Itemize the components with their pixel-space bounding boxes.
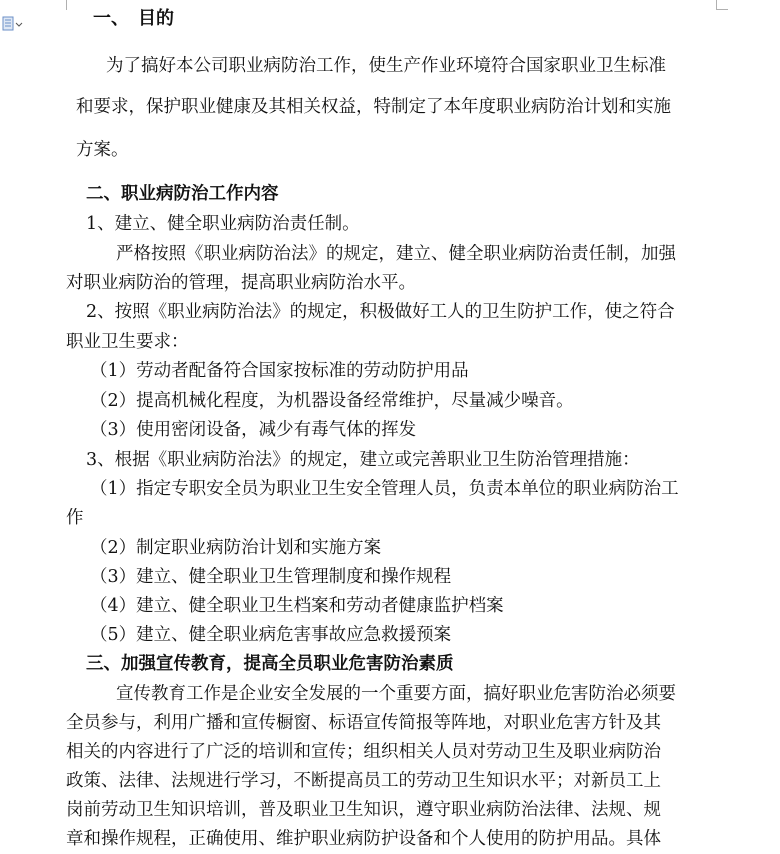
paragraph-line: 政策、法律、法规进行学习，不断提高员工的劳动卫生知识水平；对新员工上 [66, 771, 661, 791]
list-item: （2）制定职业病防治计划和实施方案 [90, 538, 382, 558]
list-item: 1、建立、健全职业病防治责任制。 [86, 214, 360, 234]
heading-section-two: 二、职业病防治工作内容 [86, 184, 279, 204]
paragraph-line: 严格按照《职业病防治法》的规定，建立、健全职业病防治责任制，加强 [116, 244, 676, 264]
list-item: （3）使用密闭设备，减少有毒气体的挥发 [90, 420, 417, 440]
paragraph-line: 为了搞好本公司职业病防治工作，使生产作业环境符合国家职业卫生标准 [106, 56, 666, 76]
heading-purpose: 一、 目的 [93, 8, 174, 29]
list-item: （1）指定专职安全员为职业卫生安全管理人员，负责本单位的职业病防治工 [90, 479, 679, 499]
paragraph-line: 和要求，保护职业健康及其相关权益，特制定了本年度职业病防治计划和实施 [76, 97, 671, 117]
paragraph-line: 对职业病防治的管理，提高职业病防治水平。 [66, 273, 416, 293]
paragraph-line: 方案。 [76, 140, 129, 160]
list-item: 3、根据《职业病防治法》的规定，建立或完善职业卫生防治管理措施： [86, 450, 640, 470]
paragraph-line: 宣传教育工作是企业安全发展的一个重要方面，搞好职业危害防治必须要 [116, 684, 676, 704]
paragraph-line: 全员参与，利用广播和宣传橱窗、标语宣传简报等阵地，对职业危害方针及其 [66, 713, 661, 733]
list-item: （5）建立、健全职业病危害事故应急救援预案 [90, 625, 452, 645]
paragraph-line: 岗前劳动卫生知识培训，普及职业卫生知识，遵守职业病防治法律、法规、规 [66, 800, 661, 820]
list-item: （1）劳动者配备符合国家按标准的劳动防护用品 [90, 361, 469, 381]
list-item: （2）提高机械化程度，为机器设备经常维护，尽量减少噪音。 [90, 391, 574, 411]
list-item: （4）建立、健全职业卫生档案和劳动者健康监护档案 [90, 596, 504, 616]
paragraph-line: 职业卫生要求： [66, 332, 189, 352]
heading-section-three: 三、加强宣传教育，提高全员职业危害防治素质 [86, 654, 454, 674]
list-item: 2、按照《职业病防治法》的规定，积极做好工人的卫生防护工作，使之符合 [86, 302, 675, 322]
list-item: （3）建立、健全职业卫生管理制度和操作规程 [90, 567, 452, 587]
paragraph-line: 作 [66, 508, 84, 528]
paragraph-line: 相关的内容进行了广泛的培训和宣传；组织相关人员对劳动卫生及职业病防治 [66, 742, 661, 762]
paragraph-line: 章和操作规程，正确使用、维护职业病防护设备和个人使用的防护用品。具体 [66, 829, 661, 849]
